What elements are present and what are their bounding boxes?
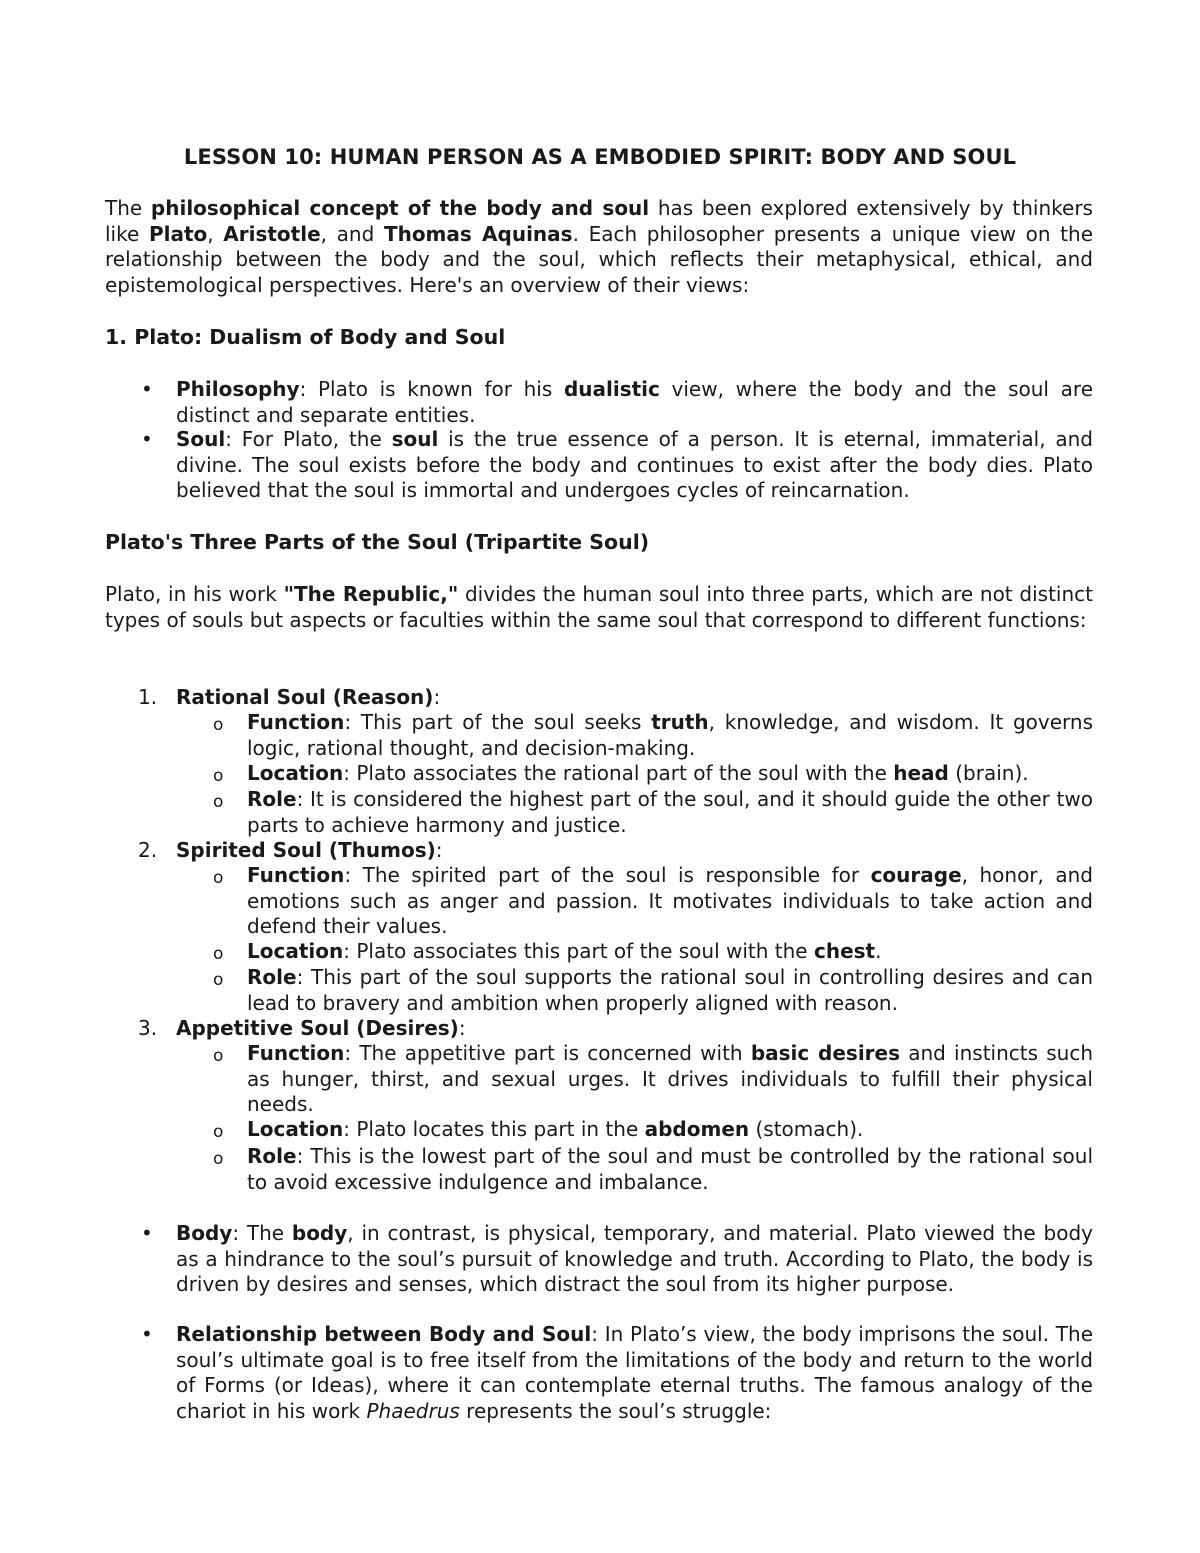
item-bold: dualistic — [563, 377, 660, 401]
item-text: is the true essence of a person. It is eternal, immaterial, and divine. The soul exists before the body and continues to exist after the body dies. Plato believed that the soul is immortal and undergoes cycles of reincarnation. — [176, 427, 1093, 502]
body-label: Body — [176, 1221, 233, 1245]
sub-bullet-icon: o — [213, 868, 224, 888]
item-text: : Plato associates the rational part of the soul with the — [343, 761, 894, 785]
page-title: LESSON 10: HUMAN PERSON AS A EMBODIED SPIRIT: BODY AND SOUL — [183, 145, 1017, 169]
list-number: 2. — [138, 838, 158, 862]
soul-item — [176, 427, 1093, 504]
rational-function — [247, 710, 1093, 761]
part-title: Rational Soul (Reason) — [176, 685, 434, 709]
sub-bullet-icon: o — [213, 792, 224, 812]
item-bold: courage — [870, 863, 962, 887]
item-text: : For Plato, the — [225, 427, 392, 451]
item-text: : The spirited part of the soul is responsible for — [344, 863, 871, 887]
body-item — [176, 1221, 1093, 1298]
rational-soul-title — [176, 685, 1093, 711]
item-text: (brain). — [948, 761, 1029, 785]
intro-bold-aquinas: Thomas Aquinas — [383, 221, 573, 246]
item-text: Plato, in his work — [105, 582, 284, 606]
intro-text: . Each philosopher presents a unique view on the relationship between the body and the soul, which reflects their metaphysical, ethical, and epistemological perspectives. Here's an overview of their views: — [105, 221, 1093, 297]
intro-bold-aristotle: Aristotle — [223, 221, 321, 246]
part-title: Spirited Soul (Thumos) — [176, 838, 436, 862]
philosophy-label: Philosophy — [176, 377, 300, 401]
intro-bold-plato: Plato — [148, 221, 208, 246]
sub-bullet-icon: o — [213, 715, 224, 735]
sub-label: Function — [247, 863, 345, 887]
item-text: , knowledge, and wisdom. It governs logic, rational thought, and decision-making. — [247, 710, 1093, 760]
sub-label: Location — [247, 761, 344, 785]
intro-paragraph — [105, 196, 1093, 298]
spirited-role — [247, 965, 1093, 1016]
item-text: : — [435, 838, 443, 862]
appetitive-role — [247, 1144, 1093, 1195]
relationship-label: Relationship between Body and Soul — [176, 1322, 592, 1346]
item-text: : Plato associates this part of the soul with the — [343, 939, 814, 963]
bullet-icon: • — [141, 377, 153, 401]
intro-text: , and — [320, 221, 384, 246]
philosophy-item — [176, 377, 1093, 428]
section-heading-tripartite: Plato's Three Parts of the Soul (Tripartite Soul) — [105, 530, 650, 554]
intro-text: The — [105, 196, 151, 220]
sub-bullet-icon: o — [213, 970, 224, 990]
item-bold: soul — [391, 427, 439, 451]
part-title: Appetitive Soul (Desires) — [176, 1016, 459, 1040]
list-number: 1. — [138, 685, 158, 709]
bullet-icon: • — [141, 427, 153, 451]
republic-title: "The Republic," — [283, 582, 459, 606]
sub-bullet-icon: o — [213, 944, 224, 964]
bullet-icon: • — [141, 1322, 153, 1346]
intro-bold-concept: philosophical concept of the body and soul — [150, 196, 650, 220]
appetitive-location — [247, 1117, 1093, 1143]
sub-bullet-icon: o — [213, 766, 224, 786]
sub-label: Role — [247, 1144, 297, 1168]
spirited-soul-title — [176, 838, 1093, 864]
item-text: : — [433, 685, 441, 709]
item-bold: basic desires — [750, 1041, 901, 1065]
item-text: , in contrast, is physical, temporary, and material. Plato viewed the body as a hindrance to the soul’s pursuit of knowledge and truth. According to Plato, the body is driven by desires and senses, which distract the soul from its higher purpose. — [176, 1221, 1093, 1296]
sub-bullet-icon: o — [213, 1149, 224, 1169]
sub-label: Location — [247, 1117, 344, 1141]
item-text: : In Plato’s view, the body imprisons the soul. The soul’s ultimate goal is to free itself from the limitations of the body and return to the world of Forms (or Ideas), where it can contemplate eternal truths. The famous analogy of the chariot in his work — [176, 1322, 1093, 1423]
item-text: divides the human soul into three parts, which are not distinct types of souls but aspects or faculties within the same soul that correspond to different functions: — [105, 582, 1093, 632]
intro-text: , — [207, 221, 224, 246]
item-bold: truth — [651, 710, 709, 734]
tripartite-intro — [105, 582, 1093, 633]
item-bold: chest — [813, 939, 876, 963]
spirited-location — [247, 939, 1093, 965]
sub-label: Role — [247, 787, 297, 811]
item-text: : It is considered the highest part of the soul, and it should guide the other two parts to achieve harmony and justice. — [247, 787, 1093, 837]
item-text: : The — [232, 1221, 292, 1245]
sub-label: Role — [247, 965, 297, 989]
bullet-icon: • — [141, 1221, 153, 1245]
item-text: . — [875, 939, 882, 963]
appetitive-soul-title — [176, 1016, 1093, 1042]
item-text: (stomach). — [749, 1117, 864, 1141]
phaedrus-title: Phaedrus — [366, 1398, 460, 1423]
item-text: : This part of the soul seeks — [344, 710, 652, 734]
sub-label: Function — [247, 710, 345, 734]
relationship-item — [176, 1322, 1093, 1424]
item-bold: body — [291, 1221, 348, 1245]
rational-role — [247, 787, 1093, 838]
list-number: 3. — [138, 1016, 158, 1040]
soul-label: Soul — [176, 427, 226, 451]
item-text: and instincts such as hunger, thirst, and sexual urges. It drives individuals to fulfill their physical needs. — [247, 1041, 1094, 1116]
item-text: , honor, and emotions such as anger and passion. It motivates individuals to take action and defend their values. — [247, 863, 1093, 938]
item-text: : Plato is known for his — [299, 377, 564, 401]
item-bold: abdomen — [644, 1117, 750, 1141]
intro-text: has been explored extensively by thinkers like — [105, 196, 1093, 246]
section-heading-plato-dualism: 1. Plato: Dualism of Body and Soul — [105, 325, 506, 349]
item-bold: head — [893, 761, 949, 785]
item-text: : The appetitive part is concerned with — [344, 1041, 751, 1065]
item-text: : Plato locates this part in the — [343, 1117, 645, 1141]
spirited-function — [247, 863, 1093, 940]
sub-bullet-icon: o — [213, 1122, 224, 1142]
item-text: view, where the body and the soul are distinct and separate entities. — [176, 377, 1093, 427]
appetitive-function — [247, 1041, 1093, 1118]
rational-location — [247, 761, 1093, 787]
sub-bullet-icon: o — [213, 1046, 224, 1066]
item-text: : — [458, 1016, 466, 1040]
item-text: represents the soul’s struggle: — [459, 1398, 772, 1423]
sub-label: Function — [247, 1041, 345, 1065]
item-text: : This is the lowest part of the soul and must be controlled by the rational soul to avoid excessive indulgence and imbalance. — [247, 1144, 1093, 1194]
sub-label: Location — [247, 939, 344, 963]
item-text: : This part of the soul supports the rational soul in controlling desires and can lead to bravery and ambition when properly aligned with reason. — [247, 965, 1093, 1015]
